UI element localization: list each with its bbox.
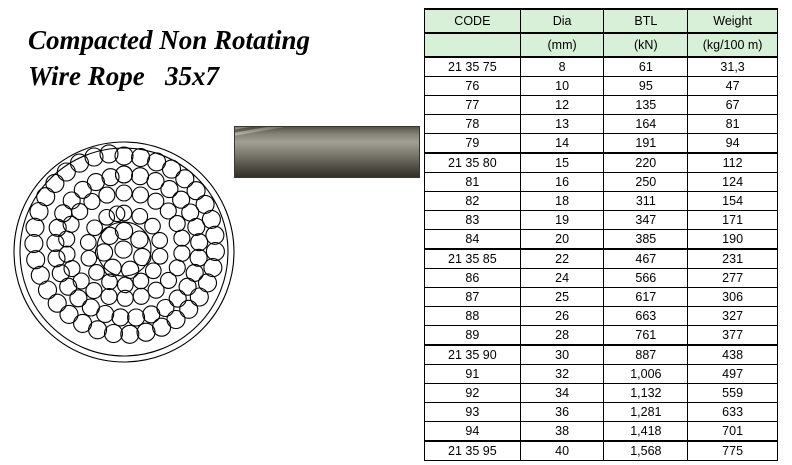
table-row — [425, 192, 778, 211]
cell-code: 86 — [425, 269, 521, 288]
table-row — [425, 77, 778, 96]
cell-dia: 10 — [520, 77, 604, 96]
cell-dia: 34 — [520, 384, 604, 403]
table-row — [425, 96, 778, 115]
cell-weight: 559 — [688, 384, 778, 403]
cell-weight: 633 — [688, 403, 778, 422]
cell-weight: 327 — [688, 307, 778, 326]
cell-dia: 25 — [520, 288, 604, 307]
cell-weight: 81 — [688, 115, 778, 134]
cell-btl: 761 — [604, 326, 688, 346]
cell-btl: 1,281 — [604, 403, 688, 422]
column-header-dia: Dia — [520, 9, 604, 33]
cell-btl: 191 — [604, 134, 688, 154]
wire-rope-photo — [234, 126, 420, 178]
cell-code: 78 — [425, 115, 521, 134]
cell-weight: 112 — [688, 153, 778, 173]
column-header-weight: Weight — [688, 9, 778, 33]
cell-code: 21 35 90 — [425, 345, 521, 365]
cell-btl: 135 — [604, 96, 688, 115]
cell-code: 77 — [425, 96, 521, 115]
cell-btl: 220 — [604, 153, 688, 173]
column-header-btl: BTL — [604, 9, 688, 33]
cell-code: 94 — [425, 422, 521, 442]
table-row — [425, 345, 778, 365]
column-unit-code — [425, 33, 521, 57]
cell-weight: 171 — [688, 211, 778, 230]
cell-weight: 377 — [688, 326, 778, 346]
cell-btl: 311 — [604, 192, 688, 211]
cell-weight: 438 — [688, 345, 778, 365]
cell-code: 93 — [425, 403, 521, 422]
cell-dia: 28 — [520, 326, 604, 346]
cell-weight: 701 — [688, 422, 778, 442]
table-row — [425, 115, 778, 134]
table-row — [425, 288, 778, 307]
table-row — [425, 57, 778, 77]
cell-dia: 24 — [520, 269, 604, 288]
cell-btl: 95 — [604, 77, 688, 96]
cell-dia: 38 — [520, 422, 604, 442]
cell-dia: 18 — [520, 192, 604, 211]
cell-weight: 154 — [688, 192, 778, 211]
table-row — [425, 211, 778, 230]
cell-dia: 22 — [520, 249, 604, 269]
page-title-line-1: Compacted Non Rotating — [28, 25, 311, 55]
cell-dia: 20 — [520, 230, 604, 250]
cell-btl: 467 — [604, 249, 688, 269]
cell-dia: 26 — [520, 307, 604, 326]
cell-code: 76 — [425, 77, 521, 96]
cell-code: 81 — [425, 173, 521, 192]
cell-btl: 1,568 — [604, 441, 688, 461]
cell-code: 79 — [425, 134, 521, 154]
table-header-row-units — [425, 33, 778, 57]
cell-weight: 306 — [688, 288, 778, 307]
column-unit-dia: (mm) — [520, 33, 604, 57]
cell-dia: 14 — [520, 134, 604, 154]
cell-dia: 12 — [520, 96, 604, 115]
cell-dia: 36 — [520, 403, 604, 422]
table-header-row-names — [425, 9, 778, 33]
cell-btl: 347 — [604, 211, 688, 230]
cell-btl: 566 — [604, 269, 688, 288]
cell-code: 91 — [425, 365, 521, 384]
cell-btl: 663 — [604, 307, 688, 326]
page-title-line-2: Wire Rope 35x7 — [28, 61, 219, 91]
cell-dia: 13 — [520, 115, 604, 134]
table-row — [425, 403, 778, 422]
table-row — [425, 307, 778, 326]
cell-weight: 94 — [688, 134, 778, 154]
table-row — [425, 422, 778, 442]
table-row — [425, 269, 778, 288]
cell-dia: 30 — [520, 345, 604, 365]
cell-weight: 190 — [688, 230, 778, 250]
specification-table — [424, 8, 778, 461]
cell-code: 21 35 85 — [425, 249, 521, 269]
wire-rope-cross-section-diagram — [12, 140, 236, 364]
cell-code: 88 — [425, 307, 521, 326]
cell-weight: 47 — [688, 77, 778, 96]
column-header-code: CODE — [425, 9, 521, 33]
table-row — [425, 365, 778, 384]
cell-weight: 31,3 — [688, 57, 778, 77]
cell-code: 83 — [425, 211, 521, 230]
column-unit-weight: (kg/100 m) — [688, 33, 778, 57]
cell-dia: 32 — [520, 365, 604, 384]
cell-btl: 1,006 — [604, 365, 688, 384]
cell-code: 21 35 80 — [425, 153, 521, 173]
table-row — [425, 173, 778, 192]
cell-weight: 497 — [688, 365, 778, 384]
table-body — [425, 57, 778, 461]
cell-btl: 617 — [604, 288, 688, 307]
cell-weight: 775 — [688, 441, 778, 461]
cell-btl: 385 — [604, 230, 688, 250]
table-row — [425, 441, 778, 461]
cell-code: 82 — [425, 192, 521, 211]
cell-btl: 1,132 — [604, 384, 688, 403]
page-title — [28, 22, 418, 94]
cell-weight: 231 — [688, 249, 778, 269]
cell-weight: 67 — [688, 96, 778, 115]
cell-btl: 61 — [604, 57, 688, 77]
table-row — [425, 326, 778, 346]
table-row — [425, 153, 778, 173]
cell-code: 21 35 95 — [425, 441, 521, 461]
cell-dia: 19 — [520, 211, 604, 230]
table-row — [425, 230, 778, 250]
cell-code: 92 — [425, 384, 521, 403]
cell-dia: 16 — [520, 173, 604, 192]
cell-dia: 8 — [520, 57, 604, 77]
cell-weight: 124 — [688, 173, 778, 192]
cell-dia: 40 — [520, 441, 604, 461]
table-header — [425, 9, 778, 57]
cell-btl: 250 — [604, 173, 688, 192]
specification-table-container — [424, 8, 782, 461]
column-unit-btl: (kN) — [604, 33, 688, 57]
cell-btl: 1,418 — [604, 422, 688, 442]
table-row — [425, 249, 778, 269]
cell-weight: 277 — [688, 269, 778, 288]
cell-code: 84 — [425, 230, 521, 250]
cell-btl: 164 — [604, 115, 688, 134]
cell-code: 21 35 75 — [425, 57, 521, 77]
cell-code: 87 — [425, 288, 521, 307]
cell-dia: 15 — [520, 153, 604, 173]
table-row — [425, 134, 778, 154]
cell-btl: 887 — [604, 345, 688, 365]
table-row — [425, 384, 778, 403]
cell-code: 89 — [425, 326, 521, 346]
